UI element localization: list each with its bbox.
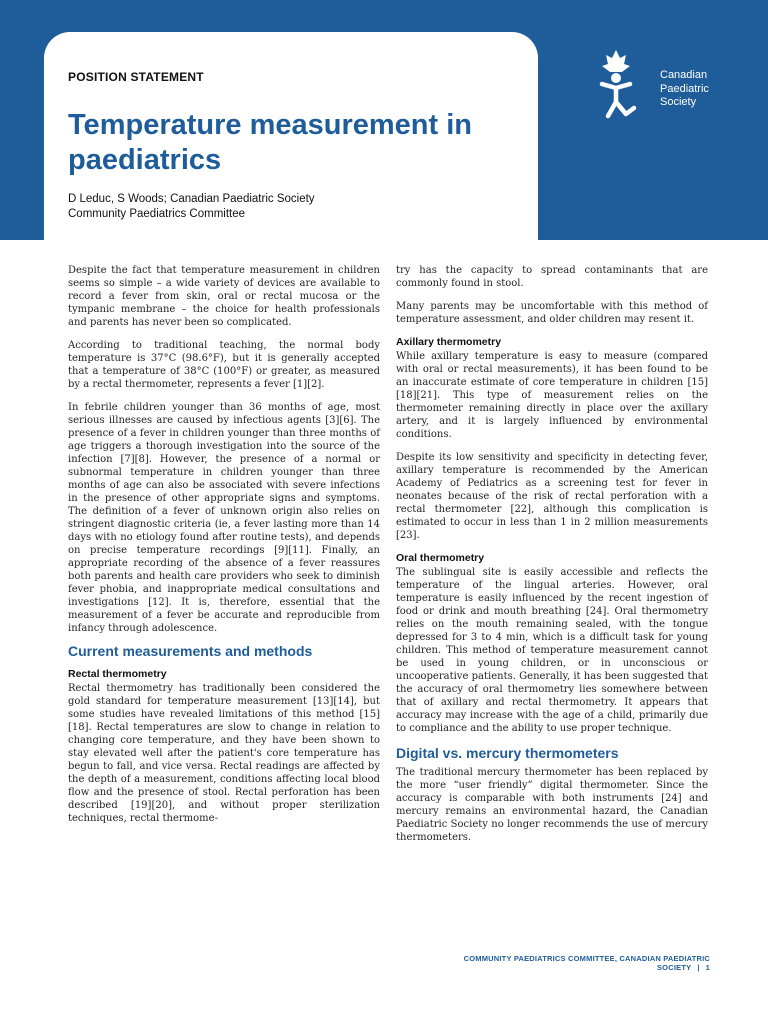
section-heading: Digital vs. mercury thermometers: [396, 745, 619, 761]
page-number: 1: [705, 963, 710, 972]
paragraph: Despite its low sensitivity and specificity in detecting fever, axillary temperature is recommended by the American Academy of Pediatrics as a screening test for fever in neonates because of the risk of rectal perforation with a rectal thermometer [22], although this complication is estimated to occur in less than 1 in 2 million measurements [23].: [396, 452, 708, 541]
logo-line-3: Society: [660, 96, 697, 108]
footer-separator: |: [697, 963, 700, 972]
subsection-heading: Rectal thermometry: [68, 668, 167, 680]
page-footer: [410, 954, 710, 972]
paragraph: The sublingual site is easily accessible and reflects the temperature of the lingual arteries. However, oral temperature is easily influenced by the recent ingestion of food or drink and mouth breathing [24]. Oral thermometry relies on the mouth remaining sealed, with the tongue depressed for 3 to 4 min, which is a difficult task for young children. This method of temperature measurement cannot be used in young children, or in unconscious or uncooperative patients. Generally, it has been suggested that the accuracy of oral thermometry lies somewhere between that of axillary and rectal thermometry. It appears that accuracy may increase with the age of a child, primarily due to compliance and the ability to use proper technique.: [396, 567, 708, 734]
byline: [68, 192, 315, 222]
page-title: Temperature measurement in paediatrics: [68, 109, 472, 176]
paragraph: According to traditional teaching, the normal body temperature is 37°C (98.6°F), but it is generally accepted that a temperature of 38°C (100°F) or greater, as measured by a rectal thermometer, represents a fever [1][2].: [68, 340, 380, 390]
paragraph: Many parents may be uncomfortable with this method of temperature assessment, and older children may resent it.: [396, 301, 708, 325]
section-heading: Current measurements and methods: [68, 643, 313, 659]
paragraph: Rectal thermometry has traditionally been considered the gold standard for temperature measurement [13][14], but some studies have revealed limitations of this method [15][18]. Rectal temperatures are slow to change in relation to changing core temperature, and they have been shown to stay elevated well after the patient's core temperature has begun to fall, and vice versa. Rectal readings are affected by the depth of a measurement, conditions affecting local blood flow and the presence of stool. Rectal perforation has been described [19][20], and without proper sterilization techniques, rectal thermome-: [68, 683, 380, 824]
subsection-heading: Oral thermometry: [396, 552, 485, 564]
document-type-label: POSITION STATEMENT: [68, 70, 204, 84]
paragraph: The traditional mercury thermometer has been replaced by the more “user friendly” digital thermometer. Since the accuracy is comparable with both instruments [24] and mercury remains an environmental hazard, the Canadian Paediatric Society no longer recommends the use of mercury thermometers.: [396, 767, 708, 843]
right-column: [396, 264, 708, 854]
subsection-heading: Axillary thermometry: [396, 336, 502, 348]
authors: D Leduc, S Woods; Canadian Paediatric Society: [68, 193, 315, 205]
logo-line-1: Canadian: [660, 69, 708, 81]
logo-line-2: Paediatric: [660, 82, 709, 95]
paragraph: try has the capacity to spread contaminants that are commonly found in stool.: [396, 265, 708, 289]
footer-text: COMMUNITY PAEDIATRICS COMMITTEE, CANADIAN PAEDIATRIC SOCIETY: [463, 954, 710, 972]
logo-wordmark: [660, 69, 709, 110]
paragraph: Despite the fact that temperature measurement in children seems so simple – a wide variety of devices are available to record a fever from skin, oral or rectal mucosa or the tympanic membrane – the choice for health professionals and parents has never been so complicated.: [68, 265, 380, 328]
left-column: [68, 264, 380, 835]
committee: Community Paediatrics Committee: [68, 208, 246, 220]
paragraph: In febrile children younger than 36 months of age, most serious illnesses are caused by infectious agents [3][6]. The presence of a fever in children younger than three months of age triggers a thorough investigation into the source of the infection [7][8]. However, the presence of a normal or subnormal temperature in children younger than three months of age can also be associated with severe infections in the presence of other appropriate signs and symptoms. The definition of a fever of unknown origin also relies on stringent diagnostic criteria (ie, a fever lasting more than 14 days with no etiology found after routine tests), and depends on precise temperature recordings [9][11]. Finally, an appropriate recording of the absence of a fever reassures both parents and health care providers who seek to diminish fever phobia, and inappropriate medical consultations and investigations [12]. It is, therefore, essential that the measurement of a fever be accurate and reproducible from infancy through adolescence.: [68, 402, 380, 634]
paragraph: While axillary temperature is easy to measure (compared with oral or rectal measurements), it has been found to be an inaccurate estimate of core temperature in children [15][18][21]. This type of measurement relies on the thermometer remaining directly in place over the axillary artery, and it is largely influenced by environmental conditions.: [396, 351, 708, 440]
